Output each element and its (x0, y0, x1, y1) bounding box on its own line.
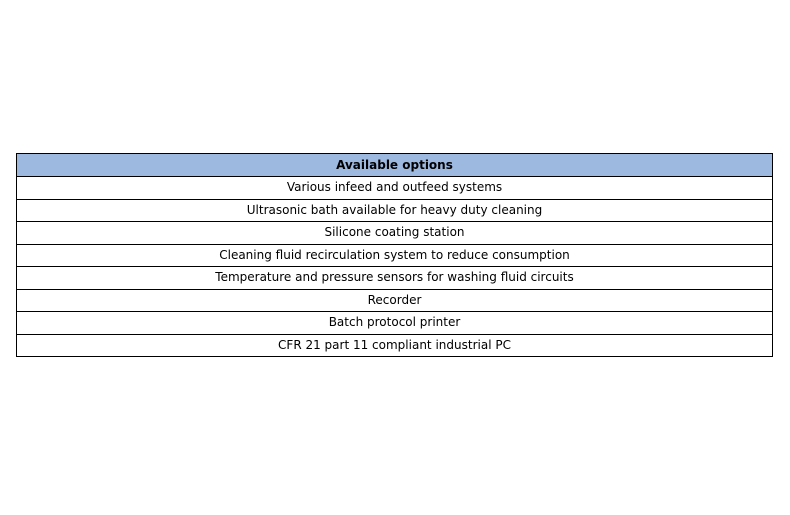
option-cell: CFR 21 part 11 compliant industrial PC (17, 334, 773, 357)
table-row (17, 267, 773, 290)
option-cell: Ultrasonic bath available for heavy duty cleaning (17, 199, 773, 222)
option-cell: Recorder (17, 289, 773, 312)
table-row (17, 312, 773, 335)
table-row (17, 244, 773, 267)
table-row (17, 177, 773, 200)
table-row (17, 222, 773, 245)
available-options-table (16, 153, 773, 357)
option-cell: Temperature and pressure sensors for washing fluid circuits (17, 267, 773, 290)
option-cell: Cleaning fluid recirculation system to reduce consumption (17, 244, 773, 267)
table-header-row (17, 154, 773, 177)
table-row (17, 199, 773, 222)
table-row (17, 334, 773, 357)
table-header-cell: Available options (17, 154, 773, 177)
option-cell: Silicone coating station (17, 222, 773, 245)
option-cell: Various infeed and outfeed systems (17, 177, 773, 200)
option-cell: Batch protocol printer (17, 312, 773, 335)
table-row (17, 289, 773, 312)
